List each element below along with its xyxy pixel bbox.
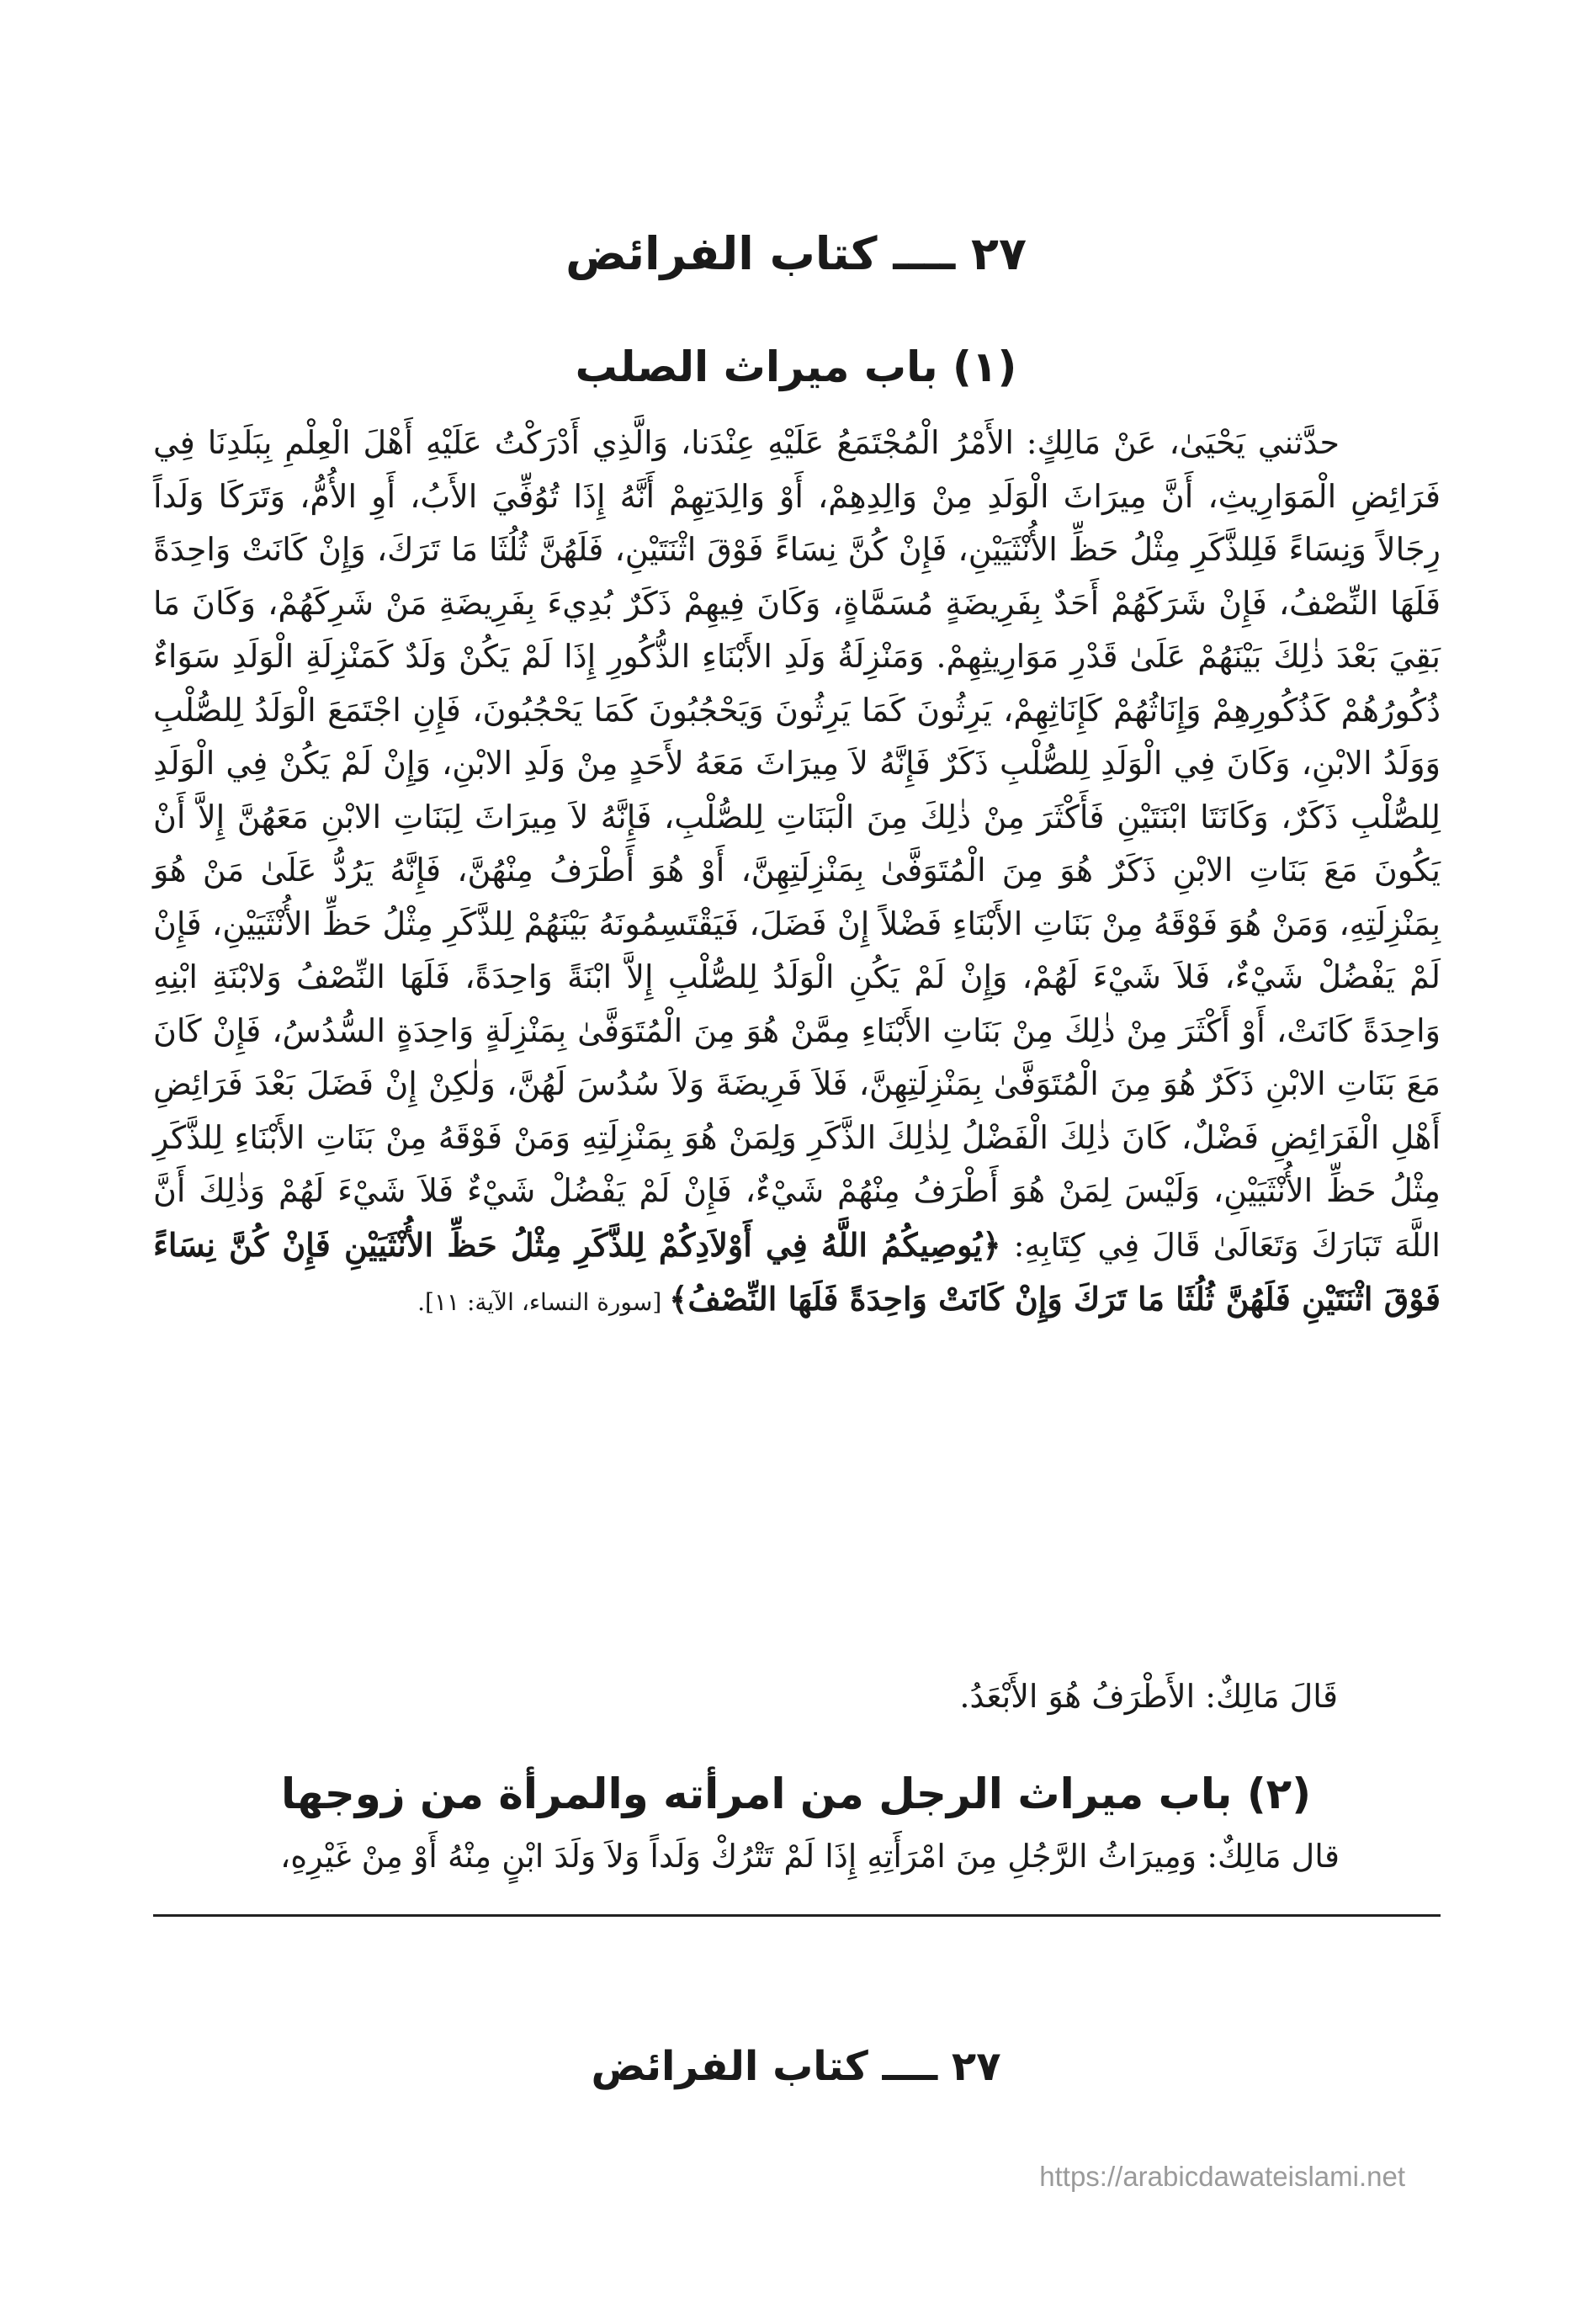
- section-2-paragraph: قال مَالِكٌ: وَمِيرَاثُ الرَّجُلِ مِنَ امْرَأَتِهِ إِذَا لَمْ تَتْرُكْ وَلَداً وَلاَ وَلَدَ ابْنٍ مِنْهُ أَوْ مِنْ غَيْرِهِ،: [280, 1838, 1340, 1875]
- section-1-paragraph: [153, 417, 1441, 1329]
- quran-verse: ﴿يُوصِيكُمُ اللَّهُ فِي أَوْلاَدِكُمْ لِلذَّكَرِ مِثْلُ حَظِّ الأُنْثَيَيْنِ فَإِنْ كُنَّ نِسَاءً فَوْقَ اثْنَتَيْنِ فَلَهُنَّ ثُلُثَا مَا تَرَكَ وَإِنْ كَانَتْ وَاحِدَةً فَلَهَا النِّصْفُ﴾: [153, 1225, 1441, 1318]
- verse-citation: [سورة النساء، الآية: ١١].: [417, 1288, 670, 1316]
- section-title-2: (٢) باب ميراث الرجل من امرأته والمرأة من زوجها: [280, 1770, 1312, 1818]
- running-footer-title: ٢٧ ــــ كتاب الفرائض: [591, 2043, 1001, 2090]
- horizontal-divider: [153, 1914, 1441, 1917]
- malik-statement: قَالَ مَالِكٌ: الأَطْرَفُ هُوَ الأَبْعَدُ.: [959, 1678, 1338, 1715]
- paragraph-text: حدَّثني يَحْيَىٰ، عَنْ مَالِكٍ: الأَمْرُ الْمُجْتَمَعُ عَلَيْهِ عِنْدَنا، وَالَّذِي أَدْرَكْتُ عَلَيْهِ أَهْلَ الْعِلْمِ بِبَلَدِنَا فِي فَرَائِضِ الْمَوَارِيثِ، أَنَّ مِيرَاثَ الْوَلَدِ مِنْ وَالِدِهِمْ، أَوْ وَالِدَتِهِمْ أَنَّهُ إِذَا تُوُفِّيَ الأَبُ، أَوِ الأُمُّ، وَتَرَكَا وَلَداً رِجَالاً وَنِسَاءً فَلِلذَّكَرِ مِثْلُ حَظِّ الأُنْثَيَيْنِ، فَإِنْ كُنَّ نِسَاءً فَوْقَ اثْنَتَيْنِ، فَلَهُنَّ ثُلُثَا مَا تَرَكَ، وَإِنْ كَانَتْ وَاحِدَةً فَلَهَا النِّصْفُ، فَإِنْ شَرَكَهُمْ أَحَدٌ بِفَرِيضَةٍ مُسَمَّاةٍ، وَكَانَ فِيهِمْ ذَكَرٌ بُدِيءَ بِفَرِيضَةِ مَنْ شَرِكَهُمْ، وَكَانَ مَا بَقِيَ بَعْدَ ذٰلِكَ بَيْنَهُمْ عَلَىٰ قَدْرِ مَوَارِيثِهِمْ. وَمَنْزِلَةُ وَلَدِ الأَبْنَاءِ الذُّكُورِ إِذَا لَمْ يَكُنْ وَلَدٌ كَمَنْزِلَةِ الْوَلَدِ سَوَاءٌ ذُكُورُهُمْ كَذُكُورِهِمْ وَإِنَاثُهُمْ كَإِنَاثِهِمْ، يَرِثُونَ كَمَا يَرِثُونَ وَيَحْجُبُونَ كَمَا يَحْجُبُونَ، فَإِنِ اجْتَمَعَ الْوَلَدُ لِلصُّلْبِ وَوَلَدُ الابْنِ، وَكَانَ فِي الْوَلَدِ لِلصُّلْبِ ذَكَرٌ فَإِنَّهُ لاَ مِيرَاثَ مَعَهُ لأَحَدٍ مِنْ وَلَدِ الابْنِ، وَإِنْ لَمْ يَكُنْ فِي الْوَلَدِ لِلصُّلْبِ ذَكَرٌ، وَكَانَتَا ابْنَتَيْنِ فَأَكْثَرَ مِنْ ذٰلِكَ مِنَ الْبَنَاتِ لِلصُّلْبِ، فَإِنَّهُ لاَ مِيرَاثَ لِبَنَاتِ الابْنِ مَعَهُنَّ إِلاَّ أَنْ يَكُونَ مَعَ بَنَاتِ الابْنِ ذَكَرٌ هُوَ مِنَ الْمُتَوَفَّىٰ بِمَنْزِلَتِهِنَّ، أَوْ هُوَ أَطْرَفُ مِنْهُنَّ، فَإِنَّهُ يَرُدُّ عَلَىٰ مَنْ هُوَ بِمَنْزِلَتِهِ، وَمَنْ هُوَ فَوْقَهُ مِنْ بَنَاتِ الأَبْنَاءِ فَضْلاً إِنْ فَضَلَ، فَيَقْتَسِمُونَهُ بَيْنَهُمْ لِلذَّكَرِ مِثْلُ حَظِّ الأُنْثَيَيْنِ، فَإِنْ لَمْ يَفْضُلْ شَيْءٌ، فَلاَ شَيْءَ لَهُمْ، وَإِنْ لَمْ يَكُنِ الْوَلَدُ لِلصُّلْبِ إِلاَّ ابْنَةً وَاحِدَةً، فَلَهَا النِّصْفُ وَلابْنَةِ ابْنِهِ وَاحِدَةً كَانَتْ، أَوْ أَكْثَرَ مِنْ ذٰلِكَ مِنْ بَنَاتِ الأَبْنَاءِ مِمَّنْ هُوَ مِنَ الْمُتَوَفَّىٰ بِمَنْزِلَةٍ وَاحِدَةٍ السُّدُسُ، فَإِنْ كَانَ مَعَ بَنَاتِ الابْنِ ذَكَرٌ هُوَ مِنَ الْمُتَوَفَّىٰ بِمَنْزِلَتِهِنَّ، فَلاَ فَرِيضَةَ وَلاَ سُدُسَ لَهُنَّ، وَلٰكِنْ إِنْ فَضَلَ بَعْدَ فَرَائِضِ أَهْلِ الْفَرَائِضِ فَضْلٌ، كَانَ ذٰلِكَ الْفَضْلُ لِذٰلِكَ الذَّكَرِ وَلِمَنْ هُوَ بِمَنْزِلَتِهِ وَمَنْ فَوْقَهُ مِنْ بَنَاتِ الأَبْنَاءِ لِلذَّكَرِ مِثْلُ حَظِّ الأُنْثَيَيْنِ، وَلَيْسَ لِمَنْ هُوَ أَطْرَفُ مِنْهُمْ شَيْءٌ، فَإِنْ لَمْ يَفْضُلْ شَيْءٌ فَلاَ شَيْءَ لَهُمْ وَذٰلِكَ أَنَّ اللَّهَ تَبَارَكَ وَتَعَالَىٰ قَالَ فِي كِتَابِهِ:: [153, 424, 1441, 1264]
- chapter-title: ٢٧ ــــ كتاب الفرائض: [565, 227, 1027, 280]
- watermark-url: https://arabicdawateislami.net: [1039, 2161, 1405, 2192]
- section-1-body: [153, 417, 1441, 1329]
- section-title-1: (١) باب ميراث الصلب: [575, 342, 1017, 391]
